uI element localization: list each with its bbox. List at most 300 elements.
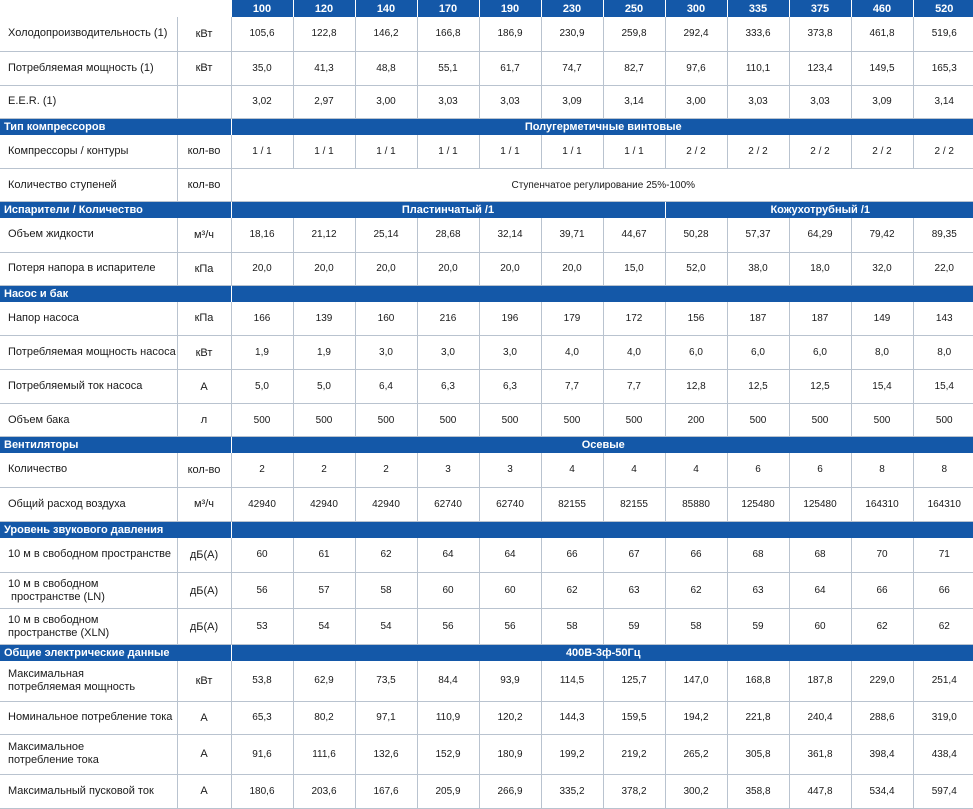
table-cell: 179	[541, 302, 603, 336]
table-cell: 84,4	[417, 661, 479, 701]
table-row	[0, 538, 973, 573]
model-header-cell: 230	[541, 0, 603, 17]
table-cell: 80,2	[293, 701, 355, 734]
table-cell: 56	[417, 609, 479, 645]
table-cell: 152,9	[417, 734, 479, 774]
table-cell: 21,12	[293, 218, 355, 252]
table-cell: 110,9	[417, 701, 479, 734]
table-cell: 32,0	[851, 252, 913, 285]
table-row	[0, 51, 973, 85]
row-label: Количество	[0, 453, 177, 487]
section-value: Кожухотрубный /1	[665, 202, 973, 219]
table-cell: 132,6	[355, 734, 417, 774]
table-cell: 18,0	[789, 252, 851, 285]
table-cell: 139	[293, 302, 355, 336]
row-unit: кол-во	[177, 169, 231, 202]
table-cell: 447,8	[789, 774, 851, 808]
table-row	[0, 17, 973, 51]
row-unit: л	[177, 404, 231, 437]
section-header-row	[0, 202, 973, 219]
header-blank-cell	[0, 0, 231, 17]
table-cell: 82,7	[603, 51, 665, 85]
table-cell: 105,6	[231, 17, 293, 51]
row-label: Компрессоры / контуры	[0, 135, 177, 169]
table-row	[0, 370, 973, 404]
table-cell: 300,2	[665, 774, 727, 808]
table-cell: 64	[479, 538, 541, 573]
table-cell: 500	[851, 404, 913, 437]
model-header-cell: 460	[851, 0, 913, 17]
table-cell: 35,0	[231, 51, 293, 85]
table-cell: 2 / 2	[665, 135, 727, 169]
table-cell: 156	[665, 302, 727, 336]
table-cell: 41,3	[293, 51, 355, 85]
table-cell: 149,5	[851, 51, 913, 85]
row-label: Номинальное потребление тока	[0, 701, 177, 734]
table-cell: 205,9	[417, 774, 479, 808]
table-cell: 358,8	[727, 774, 789, 808]
table-cell: 85880	[665, 487, 727, 521]
section-header-row	[0, 645, 973, 662]
table-cell: 8	[851, 453, 913, 487]
table-cell: 3,00	[665, 85, 727, 118]
table-cell: 62	[355, 538, 417, 573]
model-header-cell: 170	[417, 0, 479, 17]
row-unit: м³/ч	[177, 487, 231, 521]
row-span-value: Ступенчатое регулирование 25%-100%	[231, 169, 973, 202]
table-row	[0, 734, 973, 774]
table-cell: 164310	[851, 487, 913, 521]
table-row	[0, 135, 973, 169]
row-unit: А	[177, 370, 231, 404]
table-cell: 60	[789, 609, 851, 645]
table-cell: 62	[665, 573, 727, 609]
table-cell: 199,2	[541, 734, 603, 774]
row-label: 10 м в свободном пространстве (XLN)	[0, 609, 177, 645]
table-cell: 3,02	[231, 85, 293, 118]
table-cell: 20,0	[355, 252, 417, 285]
table-cell: 2	[231, 453, 293, 487]
model-header-cell: 250	[603, 0, 665, 17]
table-cell: 219,2	[603, 734, 665, 774]
table-cell: 64	[417, 538, 479, 573]
table-cell: 22,0	[913, 252, 973, 285]
row-label: 10 м в свободном пространстве (LN)	[0, 573, 177, 609]
model-header-cell: 100	[231, 0, 293, 17]
table-cell: 143	[913, 302, 973, 336]
row-label: Максимальная потребляемая мощность	[0, 661, 177, 701]
table-cell: 61	[293, 538, 355, 573]
table-cell: 4	[603, 453, 665, 487]
table-cell: 60	[231, 538, 293, 573]
table-row	[0, 218, 973, 252]
table-cell: 3,09	[851, 85, 913, 118]
row-label: Максимальный пусковой ток	[0, 774, 177, 808]
table-cell: 58	[355, 573, 417, 609]
table-cell: 62	[851, 609, 913, 645]
table-row	[0, 609, 973, 645]
row-unit: А	[177, 701, 231, 734]
table-cell: 500	[479, 404, 541, 437]
table-cell: 288,6	[851, 701, 913, 734]
row-unit: дБ(А)	[177, 609, 231, 645]
table-cell: 221,8	[727, 701, 789, 734]
table-row	[0, 774, 973, 808]
table-cell: 61,7	[479, 51, 541, 85]
table-cell: 147,0	[665, 661, 727, 701]
table-cell: 3,09	[541, 85, 603, 118]
table-cell: 125,7	[603, 661, 665, 701]
table-cell: 187,8	[789, 661, 851, 701]
table-cell: 97,6	[665, 51, 727, 85]
table-cell: 229,0	[851, 661, 913, 701]
table-cell: 67	[603, 538, 665, 573]
section-value: 400В-3ф-50Гц	[231, 645, 973, 662]
table-cell: 2 / 2	[913, 135, 973, 169]
table-cell: 71	[913, 538, 973, 573]
table-cell: 500	[913, 404, 973, 437]
table-cell: 91,6	[231, 734, 293, 774]
table-cell: 3,0	[479, 336, 541, 370]
table-cell: 3,0	[417, 336, 479, 370]
table-cell: 42940	[293, 487, 355, 521]
table-cell: 57,37	[727, 218, 789, 252]
table-cell: 66	[665, 538, 727, 573]
model-header-cell: 190	[479, 0, 541, 17]
table-cell: 8,0	[913, 336, 973, 370]
table-cell: 438,4	[913, 734, 973, 774]
table-cell: 39,71	[541, 218, 603, 252]
table-cell: 55,1	[417, 51, 479, 85]
table-cell: 2	[355, 453, 417, 487]
table-cell: 64	[789, 573, 851, 609]
table-cell: 63	[727, 573, 789, 609]
table-cell: 8	[913, 453, 973, 487]
table-cell: 3,14	[913, 85, 973, 118]
table-cell: 373,8	[789, 17, 851, 51]
table-cell: 125480	[727, 487, 789, 521]
row-label: Количество ступеней	[0, 169, 177, 202]
table-cell: 251,4	[913, 661, 973, 701]
table-cell: 20,0	[231, 252, 293, 285]
table-cell: 534,4	[851, 774, 913, 808]
model-header-cell: 120	[293, 0, 355, 17]
table-cell: 122,8	[293, 17, 355, 51]
section-value: Полугерметичные винтовые	[231, 118, 973, 135]
section-title: Вентиляторы	[0, 437, 231, 454]
row-label: 10 м в свободном пространстве	[0, 538, 177, 573]
section-title: Тип компрессоров	[0, 118, 231, 135]
table-cell: 93,9	[479, 661, 541, 701]
table-cell: 3,03	[789, 85, 851, 118]
table-cell: 378,2	[603, 774, 665, 808]
table-cell: 6,0	[789, 336, 851, 370]
table-cell: 3,03	[727, 85, 789, 118]
table-cell: 1,9	[293, 336, 355, 370]
section-header-row	[0, 521, 973, 538]
table-cell: 6,0	[727, 336, 789, 370]
table-cell: 292,4	[665, 17, 727, 51]
table-cell: 1 / 1	[541, 135, 603, 169]
table-cell: 32,14	[479, 218, 541, 252]
row-label: Потеря напора в испарителе	[0, 252, 177, 285]
table-cell: 59	[727, 609, 789, 645]
table-cell: 53,8	[231, 661, 293, 701]
table-cell: 8,0	[851, 336, 913, 370]
table-cell: 68	[789, 538, 851, 573]
table-cell: 48,8	[355, 51, 417, 85]
table-row	[0, 252, 973, 285]
table-cell: 2	[293, 453, 355, 487]
row-label: Общий расход воздуха	[0, 487, 177, 521]
table-cell: 28,68	[417, 218, 479, 252]
section-title: Общие электрические данные	[0, 645, 231, 662]
row-label: Напор насоса	[0, 302, 177, 336]
row-unit: м³/ч	[177, 218, 231, 252]
table-cell: 54	[293, 609, 355, 645]
table-cell: 12,5	[727, 370, 789, 404]
table-cell: 180,9	[479, 734, 541, 774]
table-cell: 5,0	[293, 370, 355, 404]
table-cell: 110,1	[727, 51, 789, 85]
table-cell: 2 / 2	[789, 135, 851, 169]
table-cell: 500	[417, 404, 479, 437]
table-cell: 180,6	[231, 774, 293, 808]
table-cell: 42940	[355, 487, 417, 521]
table-cell: 123,4	[789, 51, 851, 85]
table-cell: 25,14	[355, 218, 417, 252]
table-cell: 62740	[479, 487, 541, 521]
section-title: Насос и бак	[0, 285, 231, 302]
table-cell: 18,16	[231, 218, 293, 252]
table-cell: 196	[479, 302, 541, 336]
table-cell: 1 / 1	[355, 135, 417, 169]
row-unit: кВт	[177, 661, 231, 701]
table-cell: 166,8	[417, 17, 479, 51]
table-cell: 57	[293, 573, 355, 609]
table-cell: 3,03	[479, 85, 541, 118]
table-cell: 15,0	[603, 252, 665, 285]
section-header-row	[0, 437, 973, 454]
row-unit: дБ(А)	[177, 538, 231, 573]
section-header-row	[0, 285, 973, 302]
table-cell: 20,0	[541, 252, 603, 285]
table-cell: 597,4	[913, 774, 973, 808]
table-cell: 335,2	[541, 774, 603, 808]
table-cell: 265,2	[665, 734, 727, 774]
table-cell: 89,35	[913, 218, 973, 252]
table-cell: 68	[727, 538, 789, 573]
table-cell: 200	[665, 404, 727, 437]
table-row	[0, 573, 973, 609]
table-cell: 172	[603, 302, 665, 336]
table-cell: 12,5	[789, 370, 851, 404]
table-cell: 15,4	[851, 370, 913, 404]
model-header-cell: 300	[665, 0, 727, 17]
row-unit: А	[177, 734, 231, 774]
row-label: Потребляемый ток насоса	[0, 370, 177, 404]
table-cell: 500	[293, 404, 355, 437]
table-cell: 56	[479, 609, 541, 645]
table-cell: 12,8	[665, 370, 727, 404]
table-cell: 3,14	[603, 85, 665, 118]
table-cell: 1 / 1	[603, 135, 665, 169]
row-label: Потребляемая мощность (1)	[0, 51, 177, 85]
table-cell: 160	[355, 302, 417, 336]
table-row	[0, 701, 973, 734]
table-cell: 3,03	[417, 85, 479, 118]
table-cell: 203,6	[293, 774, 355, 808]
table-row	[0, 85, 973, 118]
table-cell: 146,2	[355, 17, 417, 51]
table-cell: 6,3	[479, 370, 541, 404]
row-label: Объем жидкости	[0, 218, 177, 252]
table-cell: 6,0	[665, 336, 727, 370]
table-cell: 187	[727, 302, 789, 336]
table-cell: 20,0	[417, 252, 479, 285]
table-cell: 59	[603, 609, 665, 645]
model-header-row	[0, 0, 973, 17]
table-cell: 3,0	[355, 336, 417, 370]
table-cell: 144,3	[541, 701, 603, 734]
section-title: Уровень звукового давления	[0, 521, 231, 538]
table-cell: 56	[231, 573, 293, 609]
row-label: E.E.R. (1)	[0, 85, 177, 118]
table-cell: 114,5	[541, 661, 603, 701]
table-cell: 230,9	[541, 17, 603, 51]
table-cell: 50,28	[665, 218, 727, 252]
table-cell: 3,00	[355, 85, 417, 118]
table-cell: 66	[851, 573, 913, 609]
table-cell: 4,0	[603, 336, 665, 370]
table-cell: 20,0	[479, 252, 541, 285]
table-cell: 1 / 1	[417, 135, 479, 169]
table-cell: 63	[603, 573, 665, 609]
table-cell: 4	[541, 453, 603, 487]
table-cell: 500	[603, 404, 665, 437]
row-unit: кПа	[177, 302, 231, 336]
row-unit: кПа	[177, 252, 231, 285]
table-cell: 500	[789, 404, 851, 437]
table-cell: 461,8	[851, 17, 913, 51]
table-cell: 361,8	[789, 734, 851, 774]
table-cell: 2 / 2	[727, 135, 789, 169]
table-row	[0, 404, 973, 437]
table-cell: 62,9	[293, 661, 355, 701]
table-cell: 2 / 2	[851, 135, 913, 169]
table-cell: 266,9	[479, 774, 541, 808]
table-cell: 4	[665, 453, 727, 487]
table-cell: 38,0	[727, 252, 789, 285]
table-cell: 4,0	[541, 336, 603, 370]
table-cell: 3	[479, 453, 541, 487]
table-cell: 62740	[417, 487, 479, 521]
table-cell: 500	[541, 404, 603, 437]
table-cell: 149	[851, 302, 913, 336]
table-cell: 216	[417, 302, 479, 336]
table-cell: 60	[417, 573, 479, 609]
table-cell: 82155	[541, 487, 603, 521]
table-cell: 7,7	[603, 370, 665, 404]
table-cell: 82155	[603, 487, 665, 521]
table-cell: 159,5	[603, 701, 665, 734]
table-cell: 240,4	[789, 701, 851, 734]
table-cell: 259,8	[603, 17, 665, 51]
section-value: Пластинчатый /1	[231, 202, 665, 219]
table-row	[0, 487, 973, 521]
table-cell: 333,6	[727, 17, 789, 51]
table-cell: 6	[727, 453, 789, 487]
row-unit: кВт	[177, 51, 231, 85]
table-cell: 62	[913, 609, 973, 645]
table-cell: 42940	[231, 487, 293, 521]
table-cell: 66	[913, 573, 973, 609]
table-cell: 2,97	[293, 85, 355, 118]
model-header-cell: 140	[355, 0, 417, 17]
table-cell: 1 / 1	[231, 135, 293, 169]
table-cell: 60	[479, 573, 541, 609]
section-value	[231, 521, 973, 538]
table-cell: 120,2	[479, 701, 541, 734]
table-cell: 1,9	[231, 336, 293, 370]
table-cell: 305,8	[727, 734, 789, 774]
table-cell: 66	[541, 538, 603, 573]
table-cell: 53	[231, 609, 293, 645]
row-label: Холодопроизводительность (1)	[0, 17, 177, 51]
section-title: Испарители / Количество	[0, 202, 231, 219]
table-cell: 20,0	[293, 252, 355, 285]
table-cell: 1 / 1	[479, 135, 541, 169]
table-cell: 500	[355, 404, 417, 437]
table-cell: 58	[541, 609, 603, 645]
table-row	[0, 453, 973, 487]
table-cell: 65,3	[231, 701, 293, 734]
table-cell: 519,6	[913, 17, 973, 51]
table-cell: 6,4	[355, 370, 417, 404]
table-row	[0, 336, 973, 370]
table-cell: 398,4	[851, 734, 913, 774]
table-cell: 6	[789, 453, 851, 487]
table-cell: 52,0	[665, 252, 727, 285]
table-cell: 15,4	[913, 370, 973, 404]
row-unit: А	[177, 774, 231, 808]
table-cell: 168,8	[727, 661, 789, 701]
table-cell: 1 / 1	[293, 135, 355, 169]
table-cell: 7,7	[541, 370, 603, 404]
model-header-cell: 520	[913, 0, 973, 17]
table-row	[0, 661, 973, 701]
table-cell: 187	[789, 302, 851, 336]
table-cell: 74,7	[541, 51, 603, 85]
table-cell: 111,6	[293, 734, 355, 774]
table-cell: 166	[231, 302, 293, 336]
table-cell: 500	[727, 404, 789, 437]
row-unit: кол-во	[177, 453, 231, 487]
table-cell: 97,1	[355, 701, 417, 734]
table-cell: 165,3	[913, 51, 973, 85]
section-header-row	[0, 118, 973, 135]
table-cell: 500	[231, 404, 293, 437]
table-cell: 194,2	[665, 701, 727, 734]
table-cell: 186,9	[479, 17, 541, 51]
row-label: Потребляемая мощность насоса	[0, 336, 177, 370]
row-unit	[177, 85, 231, 118]
table-cell: 58	[665, 609, 727, 645]
model-header-cell: 335	[727, 0, 789, 17]
table-cell: 64,29	[789, 218, 851, 252]
table-cell: 70	[851, 538, 913, 573]
row-unit: кол-во	[177, 135, 231, 169]
